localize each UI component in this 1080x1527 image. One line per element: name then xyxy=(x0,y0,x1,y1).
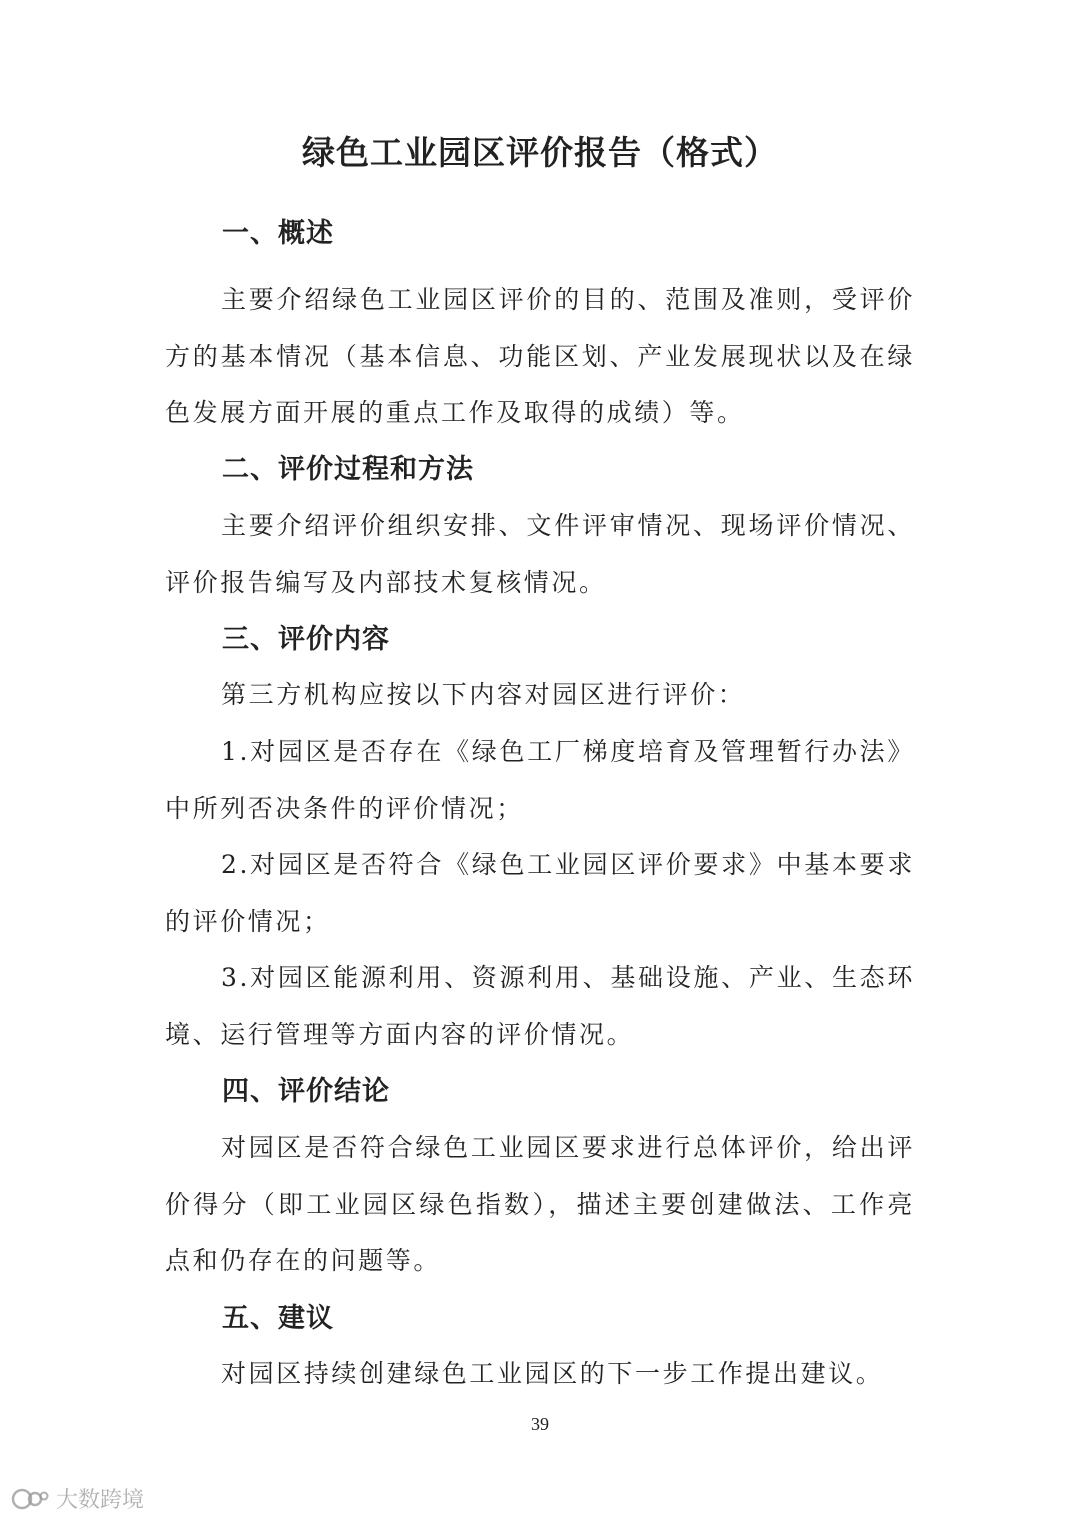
section-heading-conclusion: 四、评价结论 xyxy=(222,1076,390,1107)
section-paragraph: 对园区是否符合绿色工业园区要求进行总体评价，给出评价得分（即工业园区绿色指数），描述主要创建做法、工作亮点和仍存在的问题等。 xyxy=(165,1133,915,1275)
watermark xyxy=(10,1483,144,1514)
section-paragraph: 主要介绍绿色工业园区评价的目的、范围及准则，受评价方的基本情况（基本信息、功能区划、产业发展现状以及在绿色发展方面开展的重点工作及取得的成绩）等。 xyxy=(165,285,915,427)
section-list-item: 3.对园区能源利用、资源利用、基础设施、产业、生态环境、运行管理等方面内容的评价情况。 xyxy=(165,963,915,1049)
watermark-text: 大数跨境 xyxy=(56,1488,145,1513)
page-number: 39 xyxy=(531,1414,549,1434)
section-paragraph: 第三方机构应按以下内容对园区进行评价： xyxy=(221,680,746,709)
section-heading-content: 三、评价内容 xyxy=(222,624,390,655)
section-list-item: 2.对园区是否符合《绿色工业园区评价要求》中基本要求的评价情况； xyxy=(165,850,915,936)
section-paragraph: 对园区持续创建绿色工业园区的下一步工作提出建议。 xyxy=(221,1359,884,1388)
section-list-item: 1.对园区是否存在《绿色工厂梯度培育及管理暂行办法》中所列否决条件的评价情况； xyxy=(165,737,915,823)
section-paragraph: 主要介绍评价组织安排、文件评审情况、现场评价情况、评价报告编写及内部技术复核情况。 xyxy=(165,511,915,597)
section-heading-suggestions: 五、建议 xyxy=(222,1303,334,1334)
document-title: 绿色工业园区评价报告（格式） xyxy=(302,133,778,172)
section-heading-overview: 一、概述 xyxy=(222,218,334,249)
section-heading-process: 二、评价过程和方法 xyxy=(222,454,474,485)
brand-logo-icon xyxy=(10,1484,50,1514)
